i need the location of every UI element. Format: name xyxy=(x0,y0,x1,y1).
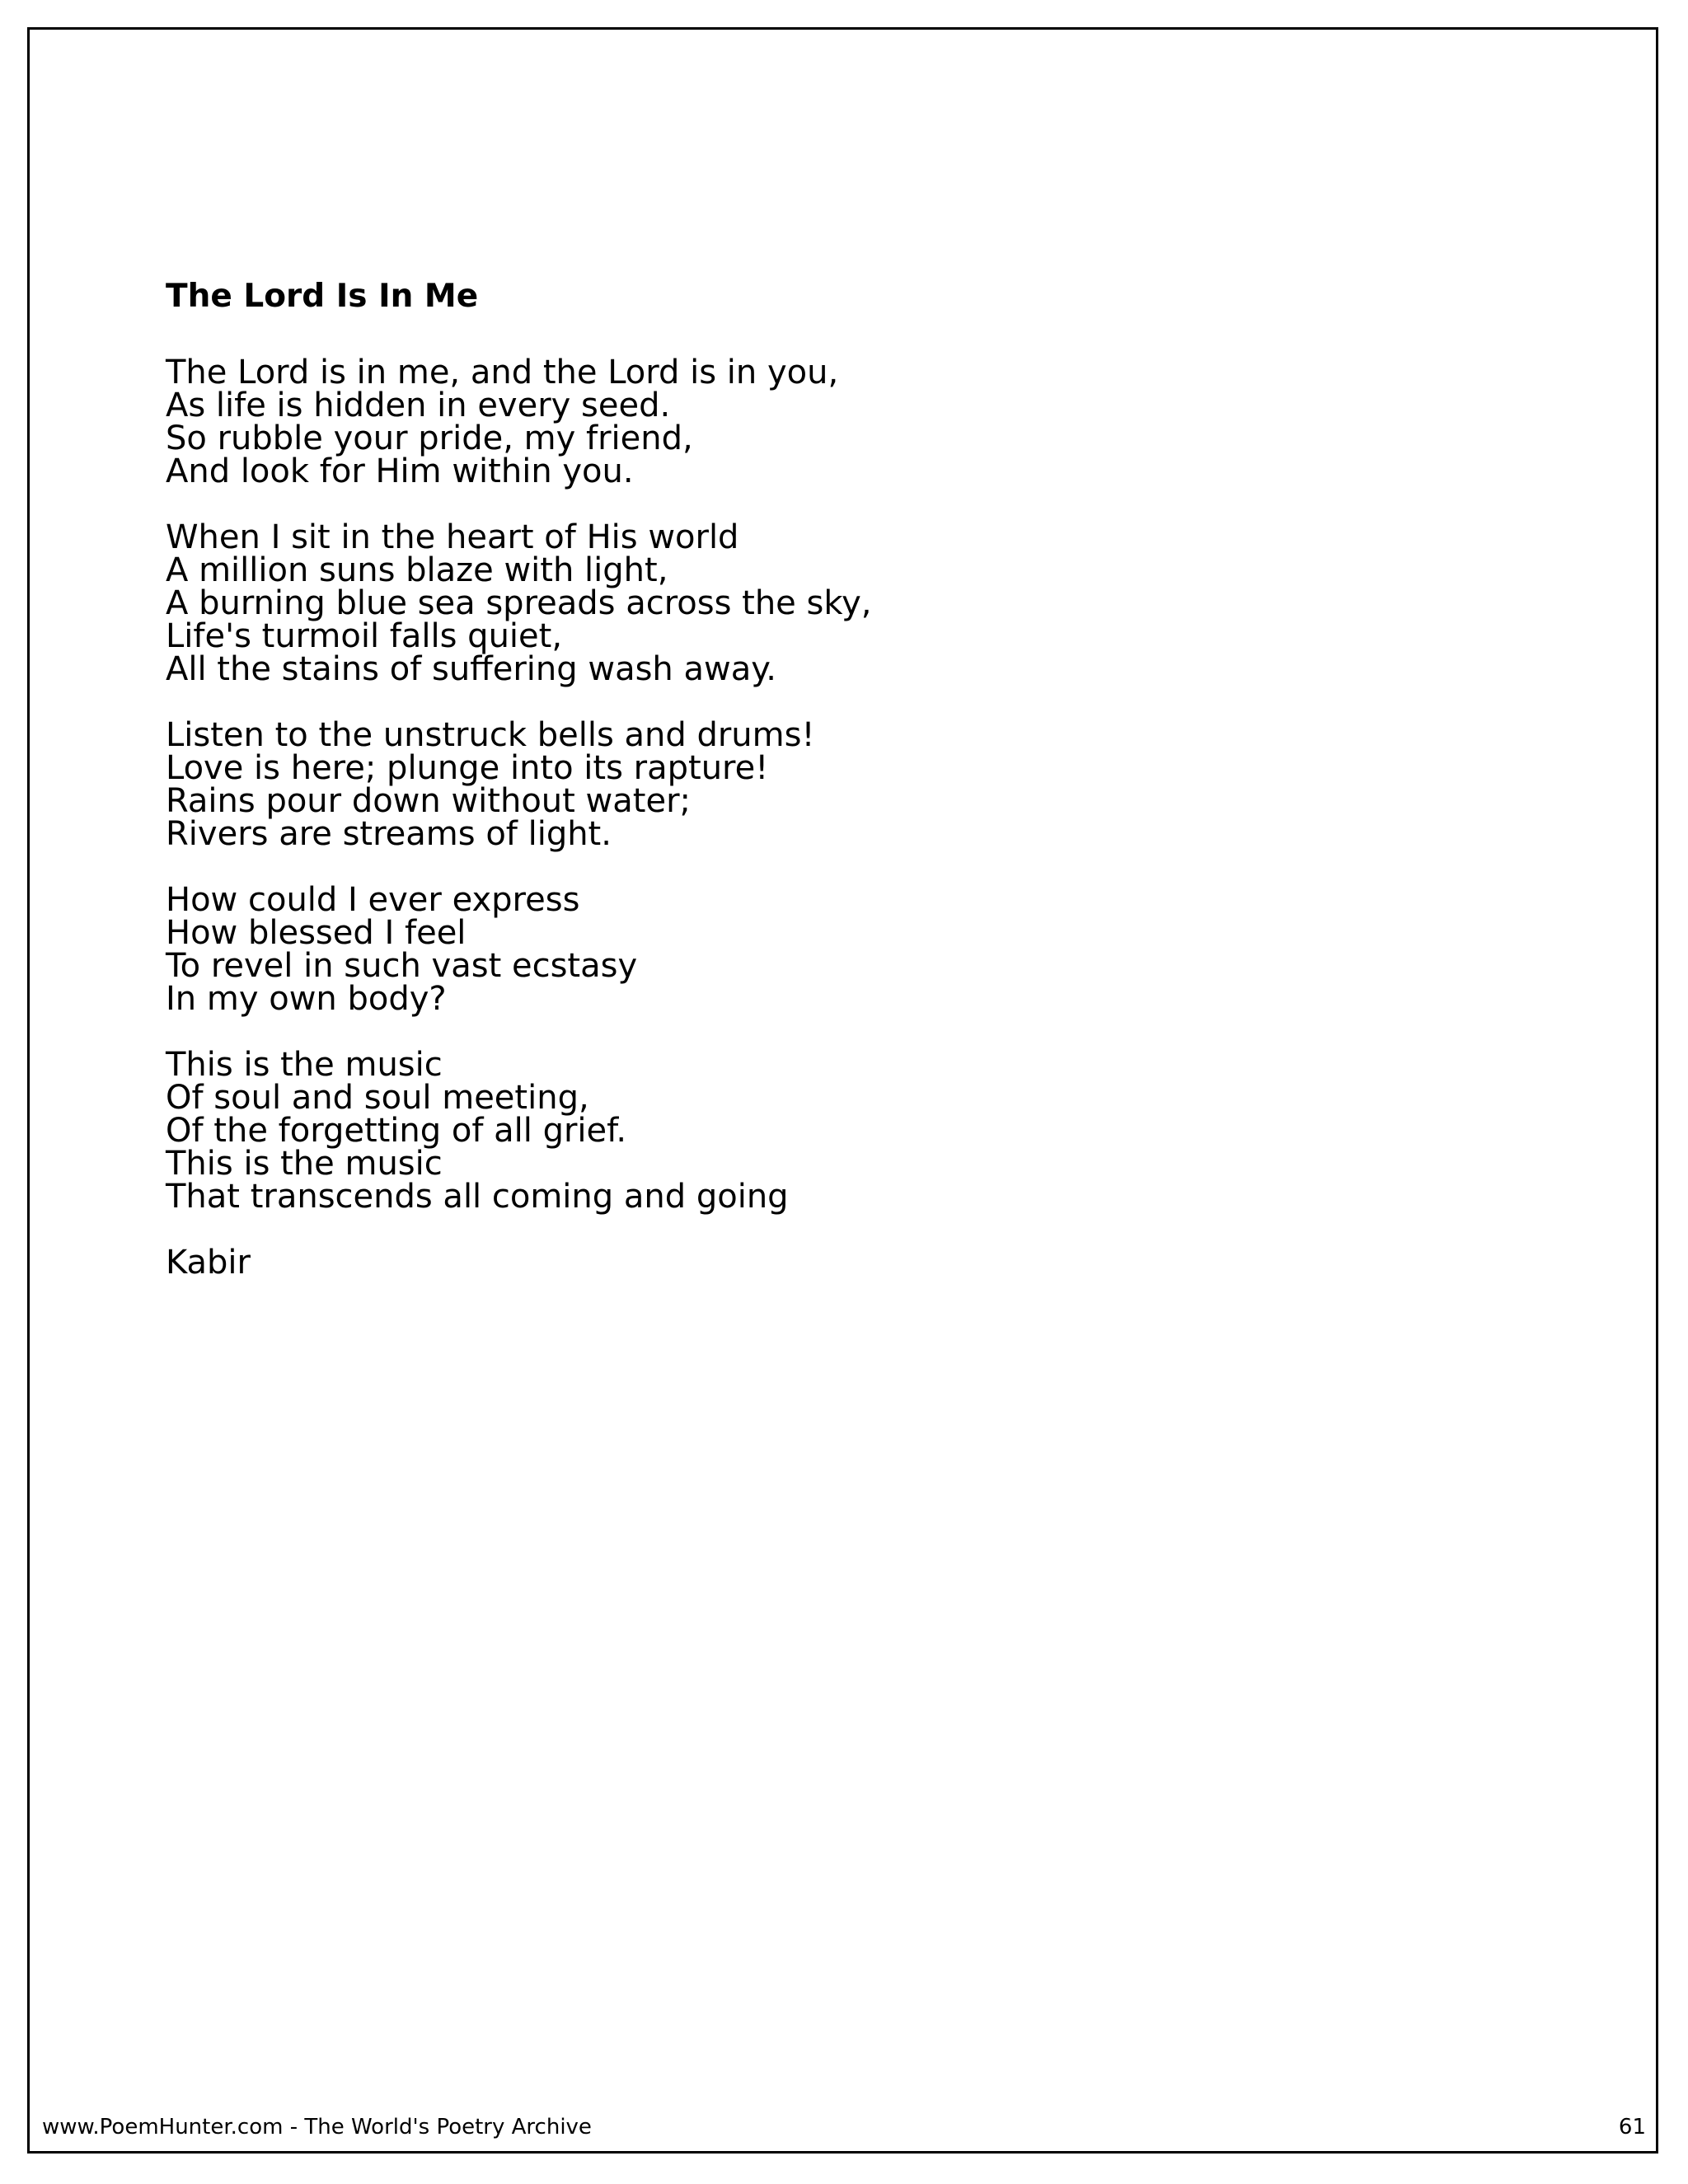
poem-line: As life is hidden in every seed. xyxy=(166,387,671,424)
poem-line: When I sit in the heart of His world xyxy=(166,518,739,556)
poem xyxy=(166,277,1567,1282)
poem-line: How blessed I feel xyxy=(166,914,467,952)
poem-line: In my own body? xyxy=(166,980,447,1018)
poem-line: And look for Him within you. xyxy=(166,452,634,490)
poem-line: Love is here; plunge into its rapture! xyxy=(166,749,769,787)
stanza-2 xyxy=(166,518,1567,688)
stanza-5 xyxy=(166,1046,1567,1216)
footer-source: www.PoemHunter.com - The World's Poetry Archive xyxy=(42,2115,592,2139)
poem-line: A burning blue sea spreads across the sky, xyxy=(166,584,872,622)
page-number: 61 xyxy=(1618,2115,1646,2139)
poem-line: Of soul and soul meeting, xyxy=(166,1079,589,1117)
poem-line: Life's turmoil falls quiet, xyxy=(166,617,563,655)
poem-line: Of the forgetting of all grief. xyxy=(166,1112,627,1150)
stanza-1 xyxy=(166,356,1567,488)
stanza-4 xyxy=(166,881,1567,1018)
poem-body xyxy=(166,354,1567,1282)
poem-line: The Lord is in me, and the Lord is in you, xyxy=(166,354,839,391)
poem-line: This is the music xyxy=(166,1145,443,1183)
poem-line: A million suns blaze with light, xyxy=(166,551,668,589)
poem-line: That transcends all coming and going xyxy=(166,1178,789,1216)
poem-line: Rivers are streams of light. xyxy=(166,815,612,853)
poem-line: To revel in such vast ecstasy xyxy=(166,947,638,985)
poem-line: So rubble your pride, my friend, xyxy=(166,419,693,457)
poem-line: This is the music xyxy=(166,1046,443,1084)
poem-line: Rains pour down without water; xyxy=(166,782,691,820)
poem-line: Listen to the unstruck bells and drums! xyxy=(166,716,815,754)
poem-line: All the stains of suffering wash away. xyxy=(166,650,776,688)
stanza-3 xyxy=(166,716,1567,853)
poem-author: Kabir xyxy=(166,1244,251,1282)
poem-title: The Lord Is In Me xyxy=(166,278,479,315)
poem-line: How could I ever express xyxy=(166,881,580,919)
